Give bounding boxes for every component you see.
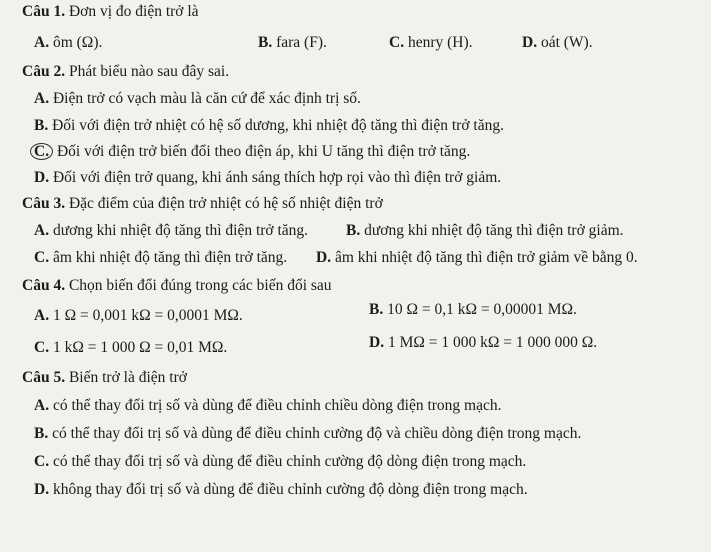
q3-option-a[interactable] [34, 221, 308, 241]
q4-option-d[interactable] [369, 333, 597, 353]
question-4-text: Chọn biến đổi đúng trong các biến đổi sau [68, 277, 332, 294]
q1-option-d[interactable] [522, 33, 593, 53]
q5-option-a-text: có thể thay đổi trị số và dùng để điều chỉnh chiều dòng điện trong mạch. [52, 397, 502, 414]
q2-option-b[interactable] [34, 116, 504, 136]
question-5-label: Câu 5. [22, 369, 66, 386]
question-1-stem [22, 2, 199, 22]
q2-option-c-text: Đối với điện trở biến đổi theo điện áp, khi U tăng thì điện trở tăng. [56, 143, 471, 160]
q2-option-d[interactable] [34, 168, 501, 188]
q3-option-a-text: dương khi nhiệt độ tăng thì điện trở tăng. [52, 222, 309, 239]
question-2-stem [22, 62, 229, 82]
q5-option-c[interactable] [34, 452, 526, 472]
q2-option-d-label: D. [34, 169, 50, 186]
q3-option-d-label: D. [316, 249, 332, 266]
q4-option-b-text: 10 Ω = 0,1 kΩ = 0,00001 MΩ. [387, 301, 577, 318]
question-1-label: Câu 1. [22, 3, 66, 20]
q4-option-c-text: 1 kΩ = 1 000 Ω = 0,01 MΩ. [52, 339, 228, 356]
question-4-label: Câu 4. [22, 277, 66, 294]
q1-option-a[interactable] [34, 33, 102, 53]
question-3-text: Đặc điểm của điện trở nhiệt có hệ số nhiệt điện trở [68, 195, 383, 212]
q3-option-c-text: âm khi nhiệt độ tăng thì điện trở tăng. [52, 249, 288, 266]
q3-option-c[interactable] [34, 248, 287, 268]
q3-option-c-label: C. [34, 249, 50, 266]
q5-option-b-text: có thể thay đổi trị số và dùng để điều chỉnh cường độ và chiều dòng điện trong mạch. [52, 425, 582, 442]
q4-option-c-label: C. [34, 339, 50, 356]
q1-option-c-label: C. [389, 34, 405, 51]
q5-option-d[interactable] [34, 480, 528, 500]
q1-option-a-text: ôm (Ω). [52, 34, 103, 51]
q1-option-b-label: B. [258, 34, 273, 51]
q2-option-b-text: Đối với điện trở nhiệt có hệ số dương, khi nhiệt độ tăng thì điện trở tăng. [52, 117, 504, 134]
q1-option-d-label: D. [522, 34, 538, 51]
question-5-stem [22, 368, 187, 388]
question-5-text: Biến trở là điện trở [68, 369, 187, 386]
q4-option-a-label: A. [34, 307, 50, 324]
q2-option-a-text: Điện trở có vạch màu là căn cứ để xác định trị số. [52, 90, 361, 107]
q5-option-b[interactable] [34, 424, 581, 444]
q1-option-b-text: fara (F). [276, 34, 327, 51]
q5-option-b-label: B. [34, 425, 49, 442]
q3-option-b[interactable] [346, 221, 624, 241]
q5-option-c-text: có thể thay đổi trị số và dùng để điều chỉnh cường độ dòng điện trong mạch. [52, 453, 527, 470]
q2-option-a[interactable] [34, 89, 361, 109]
q3-option-b-text: dương khi nhiệt độ tăng thì điện trở giảm. [364, 222, 624, 239]
question-4-stem [22, 276, 332, 296]
q1-option-a-label: A. [34, 34, 50, 51]
q5-option-a[interactable] [34, 396, 501, 416]
q1-option-c-text: henry (H). [407, 34, 473, 51]
q4-option-c[interactable] [34, 338, 227, 358]
q2-option-c[interactable] [34, 142, 470, 162]
q2-option-d-text: Đối với điện trở quang, khi ánh sáng thích hợp rọi vào thì điện trở giảm. [52, 169, 502, 186]
q4-option-a-text: 1 Ω = 0,001 kΩ = 0,0001 MΩ. [52, 307, 243, 324]
q2-option-b-label: B. [34, 117, 49, 134]
q4-option-b-label: B. [369, 301, 384, 318]
q4-option-d-text: 1 MΩ = 1 000 kΩ = 1 000 000 Ω. [387, 334, 598, 351]
q1-option-b[interactable] [258, 33, 327, 53]
question-2-text: Phát biểu nào sau đây sai. [68, 63, 230, 80]
question-1-text: Đơn vị đo điện trở là [68, 3, 199, 20]
q1-option-d-text: oát (W). [540, 34, 593, 51]
q4-option-d-label: D. [369, 334, 385, 351]
question-3-label: Câu 3. [22, 195, 66, 212]
q1-option-c[interactable] [389, 33, 473, 53]
q5-option-a-label: A. [34, 397, 50, 414]
q5-option-d-label: D. [34, 481, 50, 498]
q2-option-a-label: A. [34, 90, 50, 107]
q3-option-b-label: B. [346, 222, 361, 239]
q5-option-c-label: C. [34, 453, 50, 470]
q3-option-d-text: âm khi nhiệt độ tăng thì điện trở giảm về bằng 0. [334, 249, 638, 266]
question-2-label: Câu 2. [22, 63, 66, 80]
q3-option-d[interactable] [316, 248, 638, 268]
q4-option-b[interactable] [369, 300, 577, 320]
q2-option-c-label: C. [30, 143, 53, 160]
q3-option-a-label: A. [34, 222, 50, 239]
q4-option-a[interactable] [34, 306, 243, 326]
question-3-stem [22, 194, 383, 214]
q5-option-d-text: không thay đổi trị số và dùng để điều chỉnh cường độ dòng điện trong mạch. [52, 481, 528, 498]
